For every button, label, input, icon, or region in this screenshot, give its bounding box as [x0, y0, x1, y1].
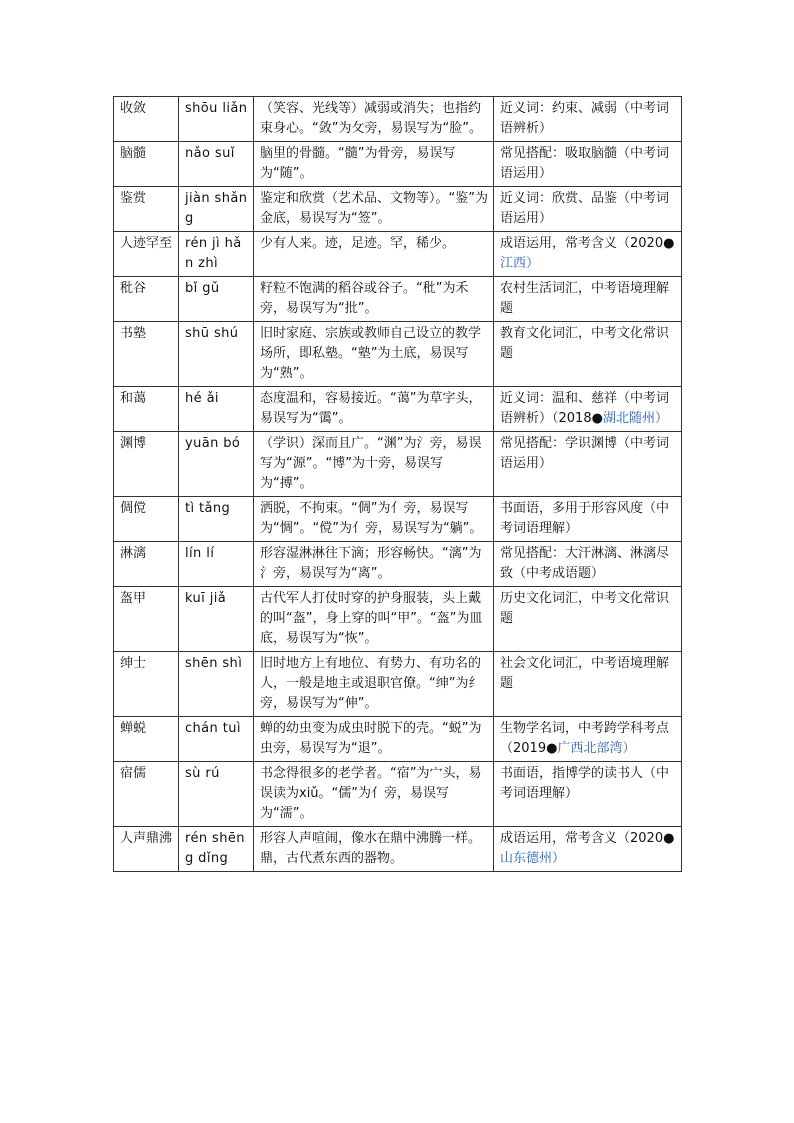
- word-cell: 鉴赏: [114, 187, 179, 232]
- note-text: 书面语，指博学的读书人（中考词语理解）: [500, 766, 670, 801]
- note-cell: [494, 652, 682, 717]
- pinyin-cell: hé ǎi: [179, 387, 254, 432]
- table-row: [114, 432, 682, 497]
- note-text: 成语运用，常考含义（2020●: [500, 236, 675, 251]
- note-text: 社会文化词汇，中考语境理解题: [500, 656, 670, 691]
- table-row: [114, 387, 682, 432]
- definition-cell: 形容湿淋淋往下滴；形容畅快。“漓”为氵旁，易误写为“离”。: [254, 542, 494, 587]
- note-cell: [494, 587, 682, 652]
- table-row: [114, 762, 682, 827]
- pinyin-cell: rén jì hǎn zhì: [179, 232, 254, 277]
- table-row: [114, 587, 682, 652]
- word-cell: 渊博: [114, 432, 179, 497]
- note-cell: [494, 142, 682, 187]
- table-row: [114, 827, 682, 872]
- note-text: 书面语，多用于形容风度（中考词语理解）: [500, 501, 670, 536]
- note-text: 成语运用，常考含义（2020●: [500, 831, 675, 846]
- table-row: [114, 232, 682, 277]
- note-text: 常见搭配：吸取脑髓（中考词语运用）: [500, 146, 670, 181]
- pinyin-cell: shū shú: [179, 322, 254, 387]
- pinyin-cell: rén shēng dǐng: [179, 827, 254, 872]
- exam-region: 湖北随州）: [602, 411, 668, 426]
- exam-region: 江西）: [500, 256, 540, 271]
- exam-region: 广西北部湾）: [557, 741, 636, 756]
- note-cell: [494, 717, 682, 762]
- word-cell: 秕谷: [114, 277, 179, 322]
- pinyin-cell: yuān bó: [179, 432, 254, 497]
- definition-cell: （笑容、光线等）减弱或消失；也指约束身心。“敛”为攵旁，易误写为“脸”。: [254, 97, 494, 142]
- note-text: 历史文化词汇，中考文化常识题: [500, 591, 670, 626]
- vocabulary-table-body: [114, 97, 682, 872]
- definition-cell: 少有人来。迹，足迹。罕，稀少。: [254, 232, 494, 277]
- note-cell: [494, 97, 682, 142]
- table-row: [114, 542, 682, 587]
- pinyin-cell: kuī jiǎ: [179, 587, 254, 652]
- pinyin-cell: jiàn shǎng: [179, 187, 254, 232]
- word-cell: 盔甲: [114, 587, 179, 652]
- table-row: [114, 717, 682, 762]
- note-text: 常见搭配：大汗淋漓、淋漓尽致（中考成语题）: [500, 546, 670, 581]
- pinyin-cell: tì tǎng: [179, 497, 254, 542]
- table-row: [114, 187, 682, 232]
- pinyin-cell: nǎo suǐ: [179, 142, 254, 187]
- word-cell: 淋漓: [114, 542, 179, 587]
- pinyin-cell: sù rú: [179, 762, 254, 827]
- note-text: 近义词：温和、慈祥（中考词语辨析）（2018●: [500, 391, 670, 426]
- word-cell: 人迹罕至: [114, 232, 179, 277]
- word-cell: 收敛: [114, 97, 179, 142]
- table-row: [114, 97, 682, 142]
- note-cell: [494, 322, 682, 387]
- word-cell: 人声鼎沸: [114, 827, 179, 872]
- note-text: 近义词：约束、减弱（中考词语辨析）: [500, 101, 670, 136]
- note-cell: [494, 232, 682, 277]
- note-text: 农村生活词汇，中考语境理解题: [500, 281, 670, 316]
- definition-cell: 旧时地方上有地位、有势力、有功名的人，一般是地主或退职官僚。“绅”为纟旁，易误写为“伸”。: [254, 652, 494, 717]
- note-cell: [494, 432, 682, 497]
- definition-cell: 态度温和，容易接近。“蔼”为草字头，易误写为“霭”。: [254, 387, 494, 432]
- word-cell: 书塾: [114, 322, 179, 387]
- definition-cell: 脑里的骨髓。“髓”为骨旁，易误写为“随”。: [254, 142, 494, 187]
- note-cell: [494, 762, 682, 827]
- vocabulary-table: [113, 96, 682, 872]
- definition-cell: 籽粒不饱满的稻谷或谷子。“秕”为禾旁，易误写为“批”。: [254, 277, 494, 322]
- word-cell: 脑髓: [114, 142, 179, 187]
- pinyin-cell: chán tuì: [179, 717, 254, 762]
- exam-region: 山东德州）: [500, 851, 566, 866]
- word-cell: 蝉蜕: [114, 717, 179, 762]
- note-cell: [494, 187, 682, 232]
- table-row: [114, 142, 682, 187]
- definition-cell: 古代军人打仗时穿的护身服装，头上戴的叫“盔”，身上穿的叫“甲”。“盔”为皿底，易误写为“恢”。: [254, 587, 494, 652]
- pinyin-cell: lín lí: [179, 542, 254, 587]
- pinyin-cell: bǐ gǔ: [179, 277, 254, 322]
- note-text: 生物学名词，中考跨学科考点（2019●: [500, 721, 670, 756]
- table-row: [114, 277, 682, 322]
- word-cell: 宿儒: [114, 762, 179, 827]
- definition-cell: 洒脱，不拘束。“倜”为亻旁，易误写为“惆”。“傥”为亻旁，易误写为“躺”。: [254, 497, 494, 542]
- word-cell: 倜傥: [114, 497, 179, 542]
- note-text: 教育文化词汇，中考文化常识题: [500, 326, 670, 361]
- note-cell: [494, 387, 682, 432]
- note-text: 常见搭配：学识渊博（中考词语运用）: [500, 436, 670, 471]
- note-text: 近义词：欣赏、品鉴（中考词语运用）: [500, 191, 670, 226]
- table-row: [114, 497, 682, 542]
- pinyin-cell: shōu liǎn: [179, 97, 254, 142]
- definition-cell: 蝉的幼虫变为成虫时脱下的壳。“蜕”为虫旁，易误写为“退”。: [254, 717, 494, 762]
- note-cell: [494, 497, 682, 542]
- table-row: [114, 322, 682, 387]
- definition-cell: 旧时家庭、宗族或教师自己设立的教学场所，即私塾。“塾”为土底，易误写为“熟”。: [254, 322, 494, 387]
- definition-cell: （学识）深而且广。“渊”为氵旁，易误写为“源”。“博”为十旁，易误写为“搏”。: [254, 432, 494, 497]
- note-cell: [494, 542, 682, 587]
- definition-cell: 书念得很多的老学者。“宿”为宀头，易误读为xiǔ。“儒”为亻旁，易误写为“濡”。: [254, 762, 494, 827]
- pinyin-cell: shēn shì: [179, 652, 254, 717]
- note-cell: [494, 827, 682, 872]
- word-cell: 绅士: [114, 652, 179, 717]
- definition-cell: 形容人声喧闹，像水在鼎中沸腾一样。鼎，古代煮东西的器物。: [254, 827, 494, 872]
- word-cell: 和蔼: [114, 387, 179, 432]
- note-cell: [494, 277, 682, 322]
- table-row: [114, 652, 682, 717]
- definition-cell: 鉴定和欣赏（艺术品、文物等）。“鉴”为金底，易误写为“签”。: [254, 187, 494, 232]
